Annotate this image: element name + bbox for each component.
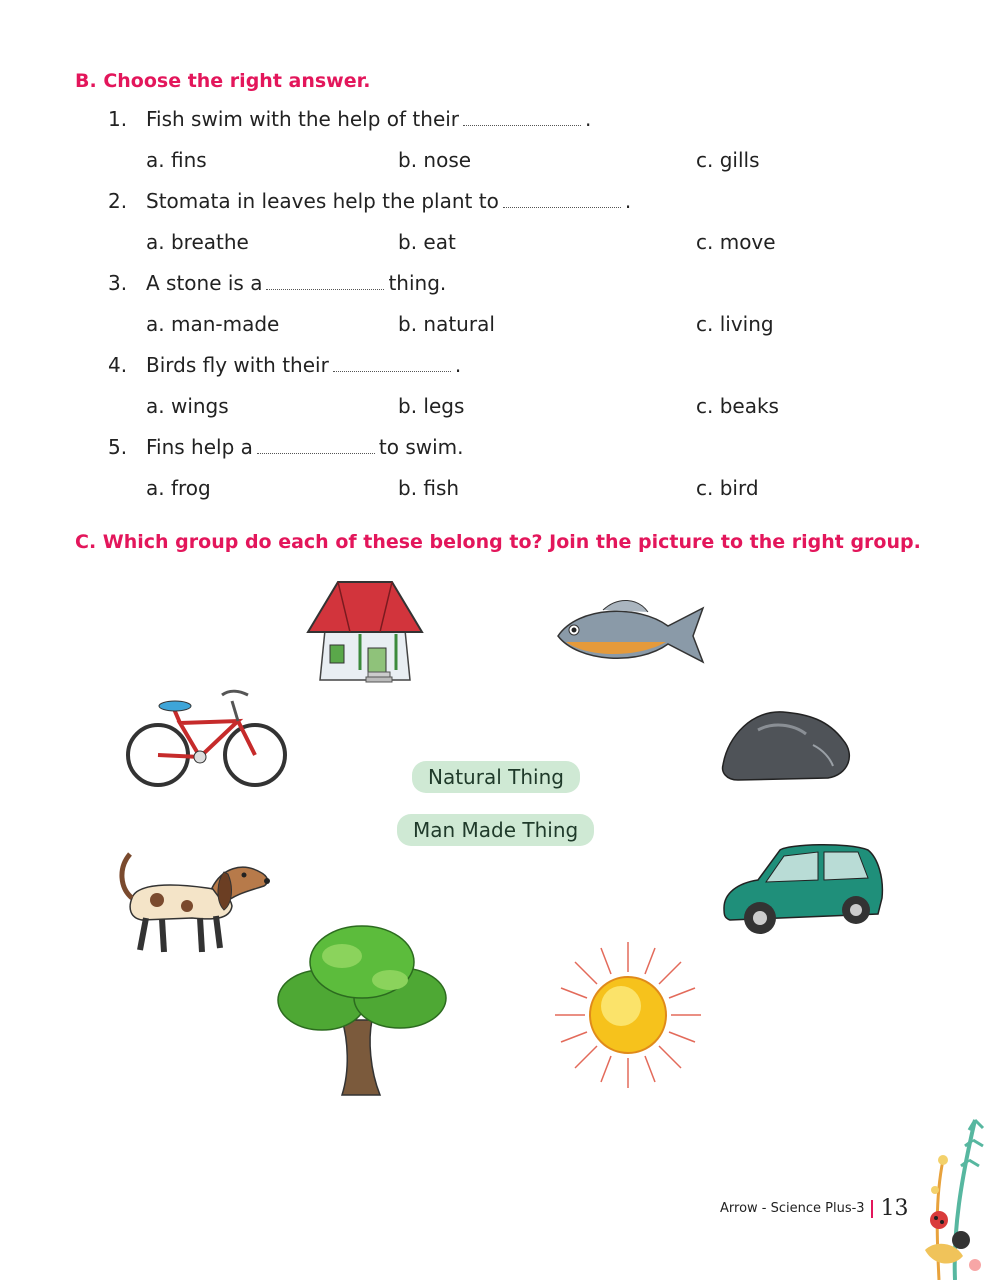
- option-a[interactable]: a. fins: [146, 148, 207, 172]
- house-illustration[interactable]: [300, 570, 430, 695]
- option-c[interactable]: c. living: [696, 312, 774, 336]
- option-b[interactable]: b. nose: [398, 148, 472, 172]
- option-b[interactable]: b. natural: [398, 312, 495, 336]
- answer-blank[interactable]: [257, 439, 375, 454]
- question-4: [108, 353, 461, 377]
- car-illustration[interactable]: [718, 838, 886, 942]
- option-b[interactable]: b. eat: [398, 230, 456, 254]
- option-a[interactable]: a. wings: [146, 394, 229, 418]
- tree-illustration[interactable]: [272, 920, 450, 1098]
- question-number: 5.: [108, 435, 128, 459]
- question-number: 3.: [108, 271, 128, 295]
- question-text: Birds fly with their: [146, 353, 329, 377]
- option-a[interactable]: a. man-made: [146, 312, 280, 336]
- flower-decoration: [915, 1100, 989, 1280]
- sun-illustration[interactable]: [553, 940, 703, 1090]
- question-suffix: .: [624, 189, 632, 213]
- book-title: Arrow - Science Plus-3: [720, 1201, 865, 1216]
- man-made-thing-group[interactable]: Man Made Thing: [397, 814, 594, 846]
- answer-blank[interactable]: [463, 111, 581, 126]
- question-3: [108, 271, 446, 295]
- question-1: [108, 107, 591, 131]
- option-b[interactable]: b. fish: [398, 476, 460, 500]
- bicycle-illustration[interactable]: [120, 685, 290, 790]
- option-a[interactable]: a. frog: [146, 476, 211, 500]
- footer-divider: [871, 1200, 873, 1218]
- answer-blank[interactable]: [503, 193, 621, 208]
- question-number: 4.: [108, 353, 128, 377]
- dog-illustration[interactable]: [112, 848, 277, 960]
- question-text: Fins help a: [146, 435, 253, 459]
- question-suffix: .: [454, 353, 462, 377]
- answer-blank[interactable]: [266, 275, 384, 290]
- option-c[interactable]: c. gills: [696, 148, 760, 172]
- page-number: 13: [880, 1196, 909, 1221]
- question-suffix: .: [585, 107, 592, 131]
- page-footer: [720, 1196, 909, 1221]
- option-c[interactable]: c. beaks: [696, 394, 779, 418]
- option-b[interactable]: b. legs: [398, 394, 465, 418]
- question-number: 2.: [108, 189, 128, 213]
- option-c[interactable]: c. bird: [696, 476, 759, 500]
- stone-illustration[interactable]: [718, 700, 858, 785]
- option-c[interactable]: c. move: [696, 230, 776, 254]
- question-text: Stomata in leaves help the plant to: [146, 189, 499, 213]
- question-suffix: to swim.: [378, 435, 464, 459]
- option-a[interactable]: a. breathe: [146, 230, 249, 254]
- natural-thing-group[interactable]: Natural Thing: [412, 761, 580, 793]
- question-5: [108, 435, 464, 459]
- question-suffix: thing.: [388, 271, 447, 295]
- question-number: 1.: [108, 107, 128, 131]
- question-text: A stone is a: [146, 271, 263, 295]
- question-2: [108, 189, 631, 213]
- section-c-heading: C. Which group do each of these belong to? Join the picture to the right group.: [75, 531, 921, 553]
- section-b-heading: B. Choose the right answer.: [75, 70, 371, 92]
- fish-illustration[interactable]: [548, 596, 708, 668]
- question-text: Fish swim with the help of their: [146, 107, 460, 131]
- answer-blank[interactable]: [333, 357, 451, 372]
